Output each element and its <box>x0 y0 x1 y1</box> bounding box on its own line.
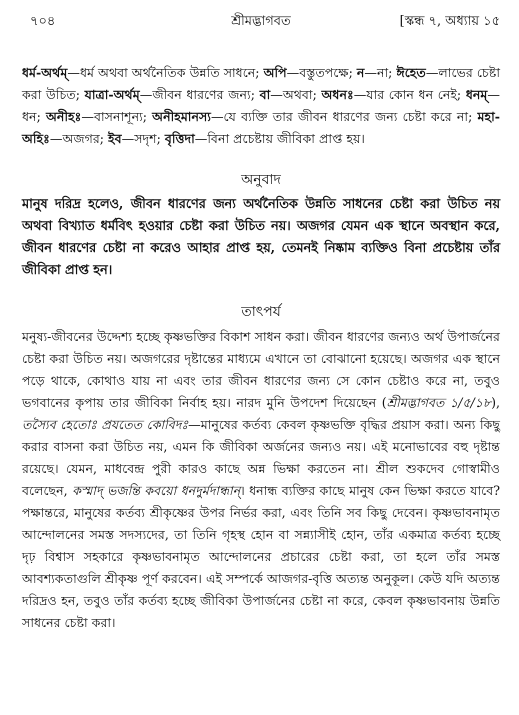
scripture-citation: শ্রীমদ্ভাগবত ১/৫/১৮ <box>386 395 492 410</box>
word-for-word-glossary <box>22 62 500 150</box>
glossary-term: মহা-অহিঃ <box>22 109 500 146</box>
translation-text: মানুষ দরিদ্র হলেও, জীবন ধারণের জন্য অর্থনৈতিক উন্নতি সাধনের চেষ্টা করা উচিত নয় অথবা বিখ্যাত ধর্মবিৎ হওয়ার চেষ্টা করা উচিত নয়। অজগর যেমন এক স্থানে অবস্থান করে, জীবন ধারণের চেষ্টা না করেও আহার প্রাপ্ত হয়, তেমনই নিষ্কাম ব্যক্তিও বিনা প্রচেষ্টায় তাঁর জীবিকা প্রাপ্ত হন। <box>22 197 500 278</box>
chapter-reference: [স্কন্ধ ৭, অধ্যায় ১৫ <box>399 14 500 29</box>
glossary-term: অপি <box>263 65 287 80</box>
purport-segment: । ধনান্ধ ব্যক্তির কাছে মানুষ কেন ভিক্ষা করতে যাবে? পক্ষান্তরে, মানুষের কর্তব্য শ্রীকৃষ্ণের উপর নির্ভর করা, এবং তিনি সব কিছু দেবেন। কৃষ্ণভাবনামৃত আন্দোলনের সমস্ত সদস্যদের, তা তিনি গৃহস্থ হোন বা সন্ন্যাসীই হোন, তাঁর একমাত্র কর্তব্য হচ্ছে দৃঢ় বিশ্বাস সহকারে কৃষ্ণভাবনামৃত আন্দোলনের প্রচারের চেষ্টা করা, তা হলে তাঁর সমস্ত আবশ্যকতাগুলি শ্রীকৃষ্ণ পূর্ণ করবেন। এই সম্পর্কে আজগর-বৃত্তি অত্যন্ত অনুকূল। কেউ যদি অত্যন্ত দরিদ্রও হন, তবুও তাঁর কর্তব্য হচ্ছে জীবিকা উপার্জনের চেষ্টা না করে, কেবল কৃষ্ণভাবনায় উন্নতি সাধনের চেষ্টা করা। <box>22 483 501 630</box>
glossary-meaning: —বাসনাশূন্য; <box>81 109 153 124</box>
glossary-term: ইব <box>108 131 122 146</box>
book-title: শ্রীমদ্ভাগবত <box>231 14 291 29</box>
page <box>22 10 500 634</box>
glossary-term: বা <box>259 87 271 102</box>
purport-heading: তাৎপর্য <box>241 304 281 320</box>
glossary-meaning: —ধর্ম অথবা অর্থনৈতিক উন্নতি সাধনে; <box>67 65 264 80</box>
glossary-term: ঈহেত <box>396 65 426 80</box>
glossary-term: ধনম্ <box>465 87 488 102</box>
running-header <box>22 10 500 34</box>
glossary-meaning: —ধন; <box>22 87 500 124</box>
glossary-meaning: —সদৃশ; <box>121 131 165 146</box>
glossary-term: অনীহঃ <box>46 109 82 124</box>
purport-segment: ), <box>491 395 501 410</box>
translation-heading: অনুবাদ <box>241 172 281 188</box>
glossary-meaning: —অথবা; <box>270 87 322 102</box>
glossary-meaning: —যে ব্যক্তি তার জীবন ধারণের জন্য চেষ্টা করে না; <box>210 109 478 124</box>
glossary-meaning: —জীবন ধারণের জন্য; <box>139 87 260 102</box>
glossary-term: অধনঃ <box>321 87 354 102</box>
glossary-meaning: —না; <box>364 65 397 80</box>
page-number: ৭০৪ <box>30 14 56 29</box>
glossary-term: ন <box>356 65 365 80</box>
sanskrit-quote: তস্যৈব হেতোঃ প্রযতেত কোবিদঃ <box>22 417 189 432</box>
glossary-term: ধর্ম-অর্থম্ <box>22 65 68 80</box>
glossary-meaning: —লাভের চেষ্টা করা উচিত; <box>22 65 500 102</box>
glossary-term: যাত্রা-অর্থম্ <box>84 87 140 102</box>
sanskrit-quote: কস্মাদ্ ভজন্তি কবয়ো ধনদুর্মদান্ধান্ <box>72 483 241 498</box>
purport-segment: —মানুষের কর্তব্য কেবল কৃষ্ণভক্তি বৃদ্ধির প্রয়াস করা। অন্য কিছু করার বাসনা করা উচিত নয়, এমন কি জীবিকা অর্জনের জন্যও নয়। এই মনোভাবের বহু দৃষ্টান্ত রয়েছে। যেমন, মাধবেন্দ্র পুরী কারও কাছে অন্ন ভিক্ষা করতেন না। শ্রীল শুকদেব গোস্বামীও বলেছেন, <box>22 417 500 498</box>
glossary-meaning: —বস্তুতপক্ষে; <box>286 65 357 80</box>
glossary-meaning: —যার কোন ধন নেই; <box>353 87 466 102</box>
glossary-term: অনীহমানস্য <box>152 109 211 124</box>
glossary-meaning: —অজগর; <box>49 131 109 146</box>
glossary-term: বৃত্তিদা <box>164 131 195 146</box>
glossary-meaning: —বিনা প্রচেষ্টায় জীবিকা প্রাপ্ত হয়। <box>194 131 365 146</box>
purport-segment: মনুষ্য-জীবনের উদ্দেশ্য হচ্ছে কৃষ্ণভক্তির বিকাশ সাধন করা। জীবন ধারণের জন্যও অর্থ উপার্জনের চেষ্টা করা উচিত নয়। অজগরের দৃষ্টান্তের মাধ্যমে এখানে তা বোঝানো হয়েছে। অজগর এক স্থানে পড়ে থাকে, কোথাও যায় না এবং তার জীবন ধারণের জন্য সে কোন চেষ্টাও করে না, তবুও ভগবানের কৃপায় তার জীবিকা নির্বাহ হয়। নারদ মুনি উপদেশ দিয়েছেন ( <box>22 329 500 410</box>
purport-text <box>22 326 500 634</box>
